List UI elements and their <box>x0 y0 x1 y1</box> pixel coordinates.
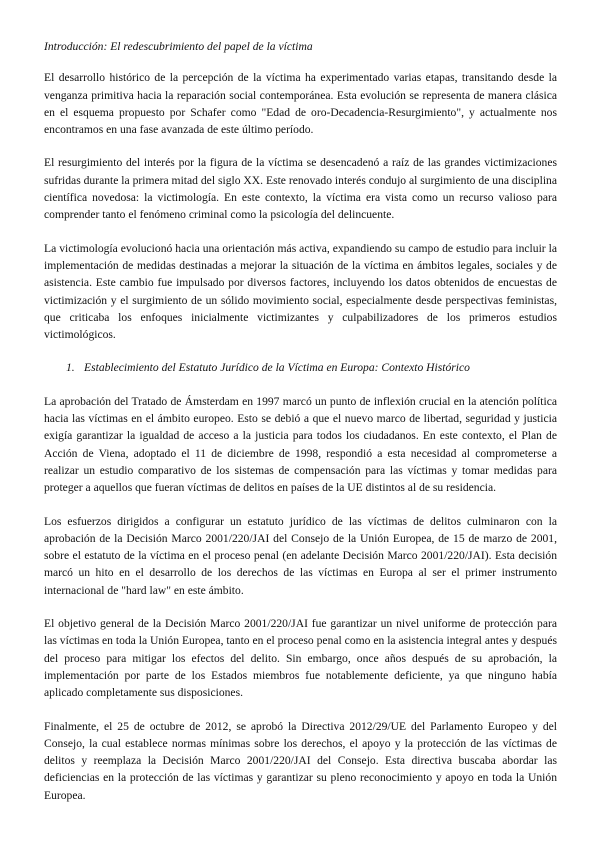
intro-paragraph-3: La victimología evolucionó hacia una orientación más activa, expandiendo su campo de estudio para incluir la implementación de medidas destinadas a mejorar la situación de la víctima en ámbitos legales, sociales y de asistencia. Este cambio fue impulsado por diversos factores, incluyendo los datos obtenidos de encuestas de victimización y el surgimiento de un sólido movimiento social, especialmente desde perspectivas feministas, que criticaba los enfoques inicialmente victimizantes y culpabilizadores de los primeros estudios victimológicos. <box>44 241 557 342</box>
intro-heading: Introducción: El redescubrimiento del papel de la víctima <box>44 40 313 53</box>
section-1-paragraph-3: El objetivo general de la Decisión Marco 2001/220/JAI fue garantizar un nivel uniforme de protección para las víctimas en toda la Unión Europea, tanto en el proceso penal como en la asistencia integral antes y después del proceso para mitigar los efectos del delito. Sin embargo, once años después de su aprobación, la implementación por parte de los Estados miembros fue notablemente deficiente, ya que ninguno había aplicado completamente sus disposiciones. <box>44 617 557 700</box>
section-1-number: 1. <box>66 361 75 375</box>
section-1-paragraph-4: Finalmente, el 25 de octubre de 2012, se aprobó la Directiva 2012/29/UE del Parlamento Europeo y del Consejo, la cual establece normas mínimas sobre los derechos, el apoyo y la protección de las víctimas de delitos y reemplaza la Decisión Marco 2001/220/JAI del Consejo. Esta directiva buscaba abordar las deficiencias en la protección de las víctimas y garantizar su pleno reconocimiento y apoyo en toda la Unión Europea. <box>44 719 557 802</box>
intro-paragraph-2: El resurgimiento del interés por la figura de la víctima se desencadenó a raíz de las grandes victimizaciones sufridas durante la primera mitad del siglo XX. Este renovado interés condujo al surgimiento de una disciplina científica novedosa: la victimología. En este contexto, la víctima era vista como un recurso valioso para comprender tanto el fenómeno criminal como la psicología del delincuente. <box>44 156 557 222</box>
section-1-paragraph-2: Los esfuerzos dirigidos a configurar un estatuto jurídico de las víctimas de delitos culminaron con la aprobación de la Decisión Marco 2001/220/JAI del Consejo de la Unión Europea, de 15 de marzo de 2001, sobre el estatuto de la víctima en el proceso penal (en adelante Decisión Marco 2001/220/JAI). Esta decisión marcó un hito en el desarrollo de los derechos de las víctimas en Europa al ser el primer instrumento internacional de "hard law" en este ámbito. <box>44 514 557 597</box>
intro-paragraph-1: El desarrollo histórico de la percepción de la víctima ha experimentado varias etapas, transitando desde la venganza primitiva hacia la reparación social contemporánea. Esta evolución se representa de manera clásica en el esquema propuesto por Schafer como "Edad de oro-Decadencia-Resurgimiento", y actualmente nos encontramos en una fase avanzada de este último período. <box>44 71 557 137</box>
section-1-title: Establecimiento del Estatuto Jurídico de la Víctima en Europa: Contexto Histórico <box>84 361 470 375</box>
document-page <box>44 38 557 820</box>
section-1-paragraph-1: La aprobación del Tratado de Ámsterdam en 1997 marcó un punto de inflexión crucial en la atención política hacia las víctimas en el ámbito europeo. Esto se debió a que el nuevo marco de libertad, seguridad y justicia exigía garantizar la igualdad de acceso a la justicia para todos los ciudadanos. En este contexto, el Plan de Acción de Viena, adoptado el 11 de diciembre de 1998, respondió a esta necesidad al comprometerse a realizar un estudio comparativo de los sistemas de compensación para las víctimas y tomar medidas para proteger a aquellos que fueran víctimas de delitos en países de la UE distintos al de su residencia. <box>44 394 557 495</box>
section-1-heading <box>44 359 557 376</box>
